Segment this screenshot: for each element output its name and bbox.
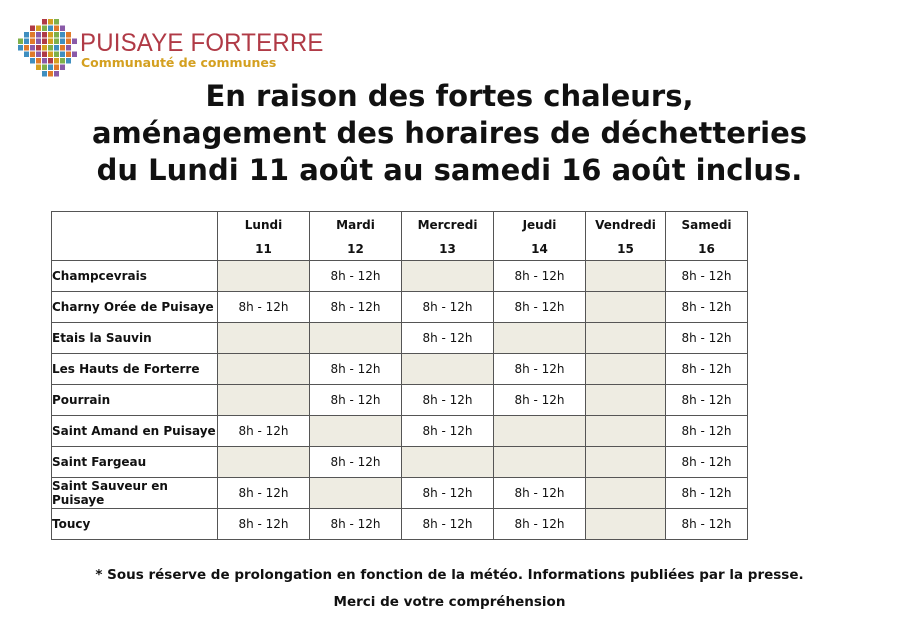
logo-square	[42, 32, 47, 38]
day-name: Mardi	[336, 218, 375, 232]
logo-square	[54, 19, 59, 25]
logo-square	[66, 32, 71, 38]
day-header	[586, 212, 666, 261]
logo-square	[60, 52, 65, 58]
closed-cell	[586, 292, 666, 323]
logo-square	[48, 39, 53, 45]
opening-hours-cell: 8h - 12h	[402, 478, 494, 509]
logo-square	[42, 45, 47, 51]
logo-square	[60, 45, 65, 51]
logo-title: PUISAYE FORTERRE	[80, 29, 324, 57]
logo-square	[24, 52, 29, 58]
closed-cell	[310, 323, 402, 354]
opening-hours-cell: 8h - 12h	[310, 509, 402, 540]
site-name: Saint Fargeau	[52, 447, 218, 478]
opening-hours-cell: 8h - 12h	[310, 354, 402, 385]
opening-hours-cell: 8h - 12h	[218, 292, 310, 323]
logo-square	[24, 45, 29, 51]
day-number: 14	[531, 242, 548, 256]
closed-cell	[494, 416, 586, 447]
logo-square	[66, 39, 71, 45]
logo-square	[66, 52, 71, 58]
closed-cell	[586, 478, 666, 509]
opening-hours-cell: 8h - 12h	[666, 354, 748, 385]
site-name: Saint Sauveur en Puisaye	[52, 478, 218, 509]
day-header	[494, 212, 586, 261]
logo-square	[48, 58, 53, 64]
logo-square	[42, 58, 47, 64]
closed-cell	[402, 261, 494, 292]
table-row	[52, 447, 748, 478]
opening-hours-cell: 8h - 12h	[666, 385, 748, 416]
logo-square	[42, 19, 47, 25]
site-name: Champcevrais	[52, 261, 218, 292]
logo-square	[42, 52, 47, 58]
opening-hours-cell: 8h - 12h	[666, 261, 748, 292]
headline-line-2: aménagement des horaires de déchetteries	[91, 116, 808, 150]
logo-square	[36, 52, 41, 58]
logo-square	[36, 65, 41, 71]
logo-square	[48, 32, 53, 38]
logo-square	[42, 65, 47, 71]
site-name: Toucy	[52, 509, 218, 540]
opening-hours-cell: 8h - 12h	[402, 385, 494, 416]
closed-cell	[310, 416, 402, 447]
closed-cell	[402, 354, 494, 385]
logo-square	[54, 26, 59, 32]
logo-square	[54, 32, 59, 38]
day-number: 12	[347, 242, 364, 256]
day-number: 16	[698, 242, 715, 256]
day-number: 11	[255, 242, 272, 256]
logo-square	[36, 32, 41, 38]
opening-hours-cell: 8h - 12h	[666, 478, 748, 509]
closed-cell	[586, 509, 666, 540]
logo-square	[54, 58, 59, 64]
logo-square	[54, 71, 59, 77]
logo-square	[30, 45, 35, 51]
logo-square	[48, 52, 53, 58]
puisaye-map-logo-icon	[14, 15, 80, 79]
site-name: Pourrain	[52, 385, 218, 416]
schedule-table	[51, 211, 748, 540]
opening-hours-cell: 8h - 12h	[402, 509, 494, 540]
opening-hours-cell: 8h - 12h	[310, 292, 402, 323]
table-header-row	[52, 212, 748, 261]
logo-square	[60, 32, 65, 38]
table-row	[52, 478, 748, 509]
closed-cell	[218, 447, 310, 478]
opening-hours-cell: 8h - 12h	[402, 416, 494, 447]
closed-cell	[402, 447, 494, 478]
logo-square	[30, 58, 35, 64]
headline-line-1: En raison des fortes chaleurs,	[205, 79, 694, 113]
corner-cell	[52, 212, 218, 261]
logo-square	[36, 26, 41, 32]
day-header	[218, 212, 310, 261]
site-name: Les Hauts de Forterre	[52, 354, 218, 385]
logo-square	[48, 26, 53, 32]
closed-cell	[586, 261, 666, 292]
table-row	[52, 261, 748, 292]
logo-square	[42, 26, 47, 32]
opening-hours-cell: 8h - 12h	[218, 478, 310, 509]
logo-square	[66, 58, 71, 64]
logo-square	[18, 45, 23, 51]
site-name: Saint Amand en Puisaye	[52, 416, 218, 447]
closed-cell	[586, 416, 666, 447]
logo-square	[24, 39, 29, 45]
day-name: Jeudi	[522, 218, 557, 232]
day-header	[310, 212, 402, 261]
logo-square	[48, 45, 53, 51]
table-row	[52, 385, 748, 416]
day-header	[666, 212, 748, 261]
disclaimer-note: * Sous réserve de prolongation en fonction de la météo. Informations publiées par la presse.	[95, 567, 804, 583]
logo-square	[66, 45, 71, 51]
logo-square	[36, 58, 41, 64]
logo-square	[54, 39, 59, 45]
opening-hours-cell: 8h - 12h	[310, 261, 402, 292]
closed-cell	[218, 261, 310, 292]
opening-hours-cell: 8h - 12h	[666, 323, 748, 354]
day-name: Samedi	[681, 218, 732, 232]
opening-hours-cell: 8h - 12h	[666, 509, 748, 540]
headline	[0, 78, 899, 189]
closed-cell	[586, 385, 666, 416]
logo-square	[36, 39, 41, 45]
opening-hours-cell: 8h - 12h	[666, 416, 748, 447]
logo-square	[30, 26, 35, 32]
closed-cell	[310, 478, 402, 509]
logo-square	[60, 26, 65, 32]
opening-hours-cell: 8h - 12h	[666, 292, 748, 323]
closed-cell	[494, 447, 586, 478]
headline-line-3: du Lundi 11 août au samedi 16 août inclus.	[96, 153, 803, 187]
table-row	[52, 509, 748, 540]
logo-square	[54, 45, 59, 51]
opening-hours-cell: 8h - 12h	[402, 292, 494, 323]
logo-square	[30, 39, 35, 45]
logo	[14, 15, 324, 79]
closed-cell	[218, 354, 310, 385]
logo-square	[48, 65, 53, 71]
opening-hours-cell: 8h - 12h	[218, 416, 310, 447]
logo-square	[42, 71, 47, 77]
opening-hours-cell: 8h - 12h	[494, 354, 586, 385]
closed-cell	[586, 447, 666, 478]
opening-hours-cell: 8h - 12h	[494, 385, 586, 416]
logo-square	[60, 58, 65, 64]
logo-square	[72, 39, 77, 45]
logo-square	[54, 52, 59, 58]
logo-square	[48, 71, 53, 77]
closed-cell	[218, 323, 310, 354]
closed-cell	[218, 385, 310, 416]
day-name: Vendredi	[595, 218, 656, 232]
logo-square	[54, 65, 59, 71]
opening-hours-cell: 8h - 12h	[218, 509, 310, 540]
closed-cell	[586, 323, 666, 354]
opening-hours-cell: 8h - 12h	[494, 509, 586, 540]
table-row	[52, 323, 748, 354]
logo-square	[42, 39, 47, 45]
logo-square	[18, 39, 23, 45]
logo-square	[48, 19, 53, 25]
opening-hours-cell: 8h - 12h	[494, 261, 586, 292]
logo-square	[72, 52, 77, 58]
logo-square	[60, 39, 65, 45]
thanks-message: Merci de votre compréhension	[333, 594, 566, 610]
day-header	[402, 212, 494, 261]
logo-square	[24, 32, 29, 38]
closed-cell	[586, 354, 666, 385]
logo-square	[30, 52, 35, 58]
site-name: Etais la Sauvin	[52, 323, 218, 354]
opening-hours-cell: 8h - 12h	[310, 385, 402, 416]
logo-square	[36, 45, 41, 51]
opening-hours-cell: 8h - 12h	[666, 447, 748, 478]
day-number: 13	[439, 242, 456, 256]
logo-square	[60, 65, 65, 71]
table-row	[52, 354, 748, 385]
day-name: Mercredi	[417, 218, 478, 232]
closed-cell	[494, 323, 586, 354]
day-number: 15	[617, 242, 634, 256]
logo-square	[30, 32, 35, 38]
table-row	[52, 416, 748, 447]
opening-hours-cell: 8h - 12h	[310, 447, 402, 478]
opening-hours-cell: 8h - 12h	[494, 478, 586, 509]
opening-hours-cell: 8h - 12h	[402, 323, 494, 354]
site-name: Charny Orée de Puisaye	[52, 292, 218, 323]
day-name: Lundi	[244, 218, 283, 232]
opening-hours-cell: 8h - 12h	[494, 292, 586, 323]
table-row	[52, 292, 748, 323]
logo-subtitle: Communauté de communes	[81, 55, 277, 70]
